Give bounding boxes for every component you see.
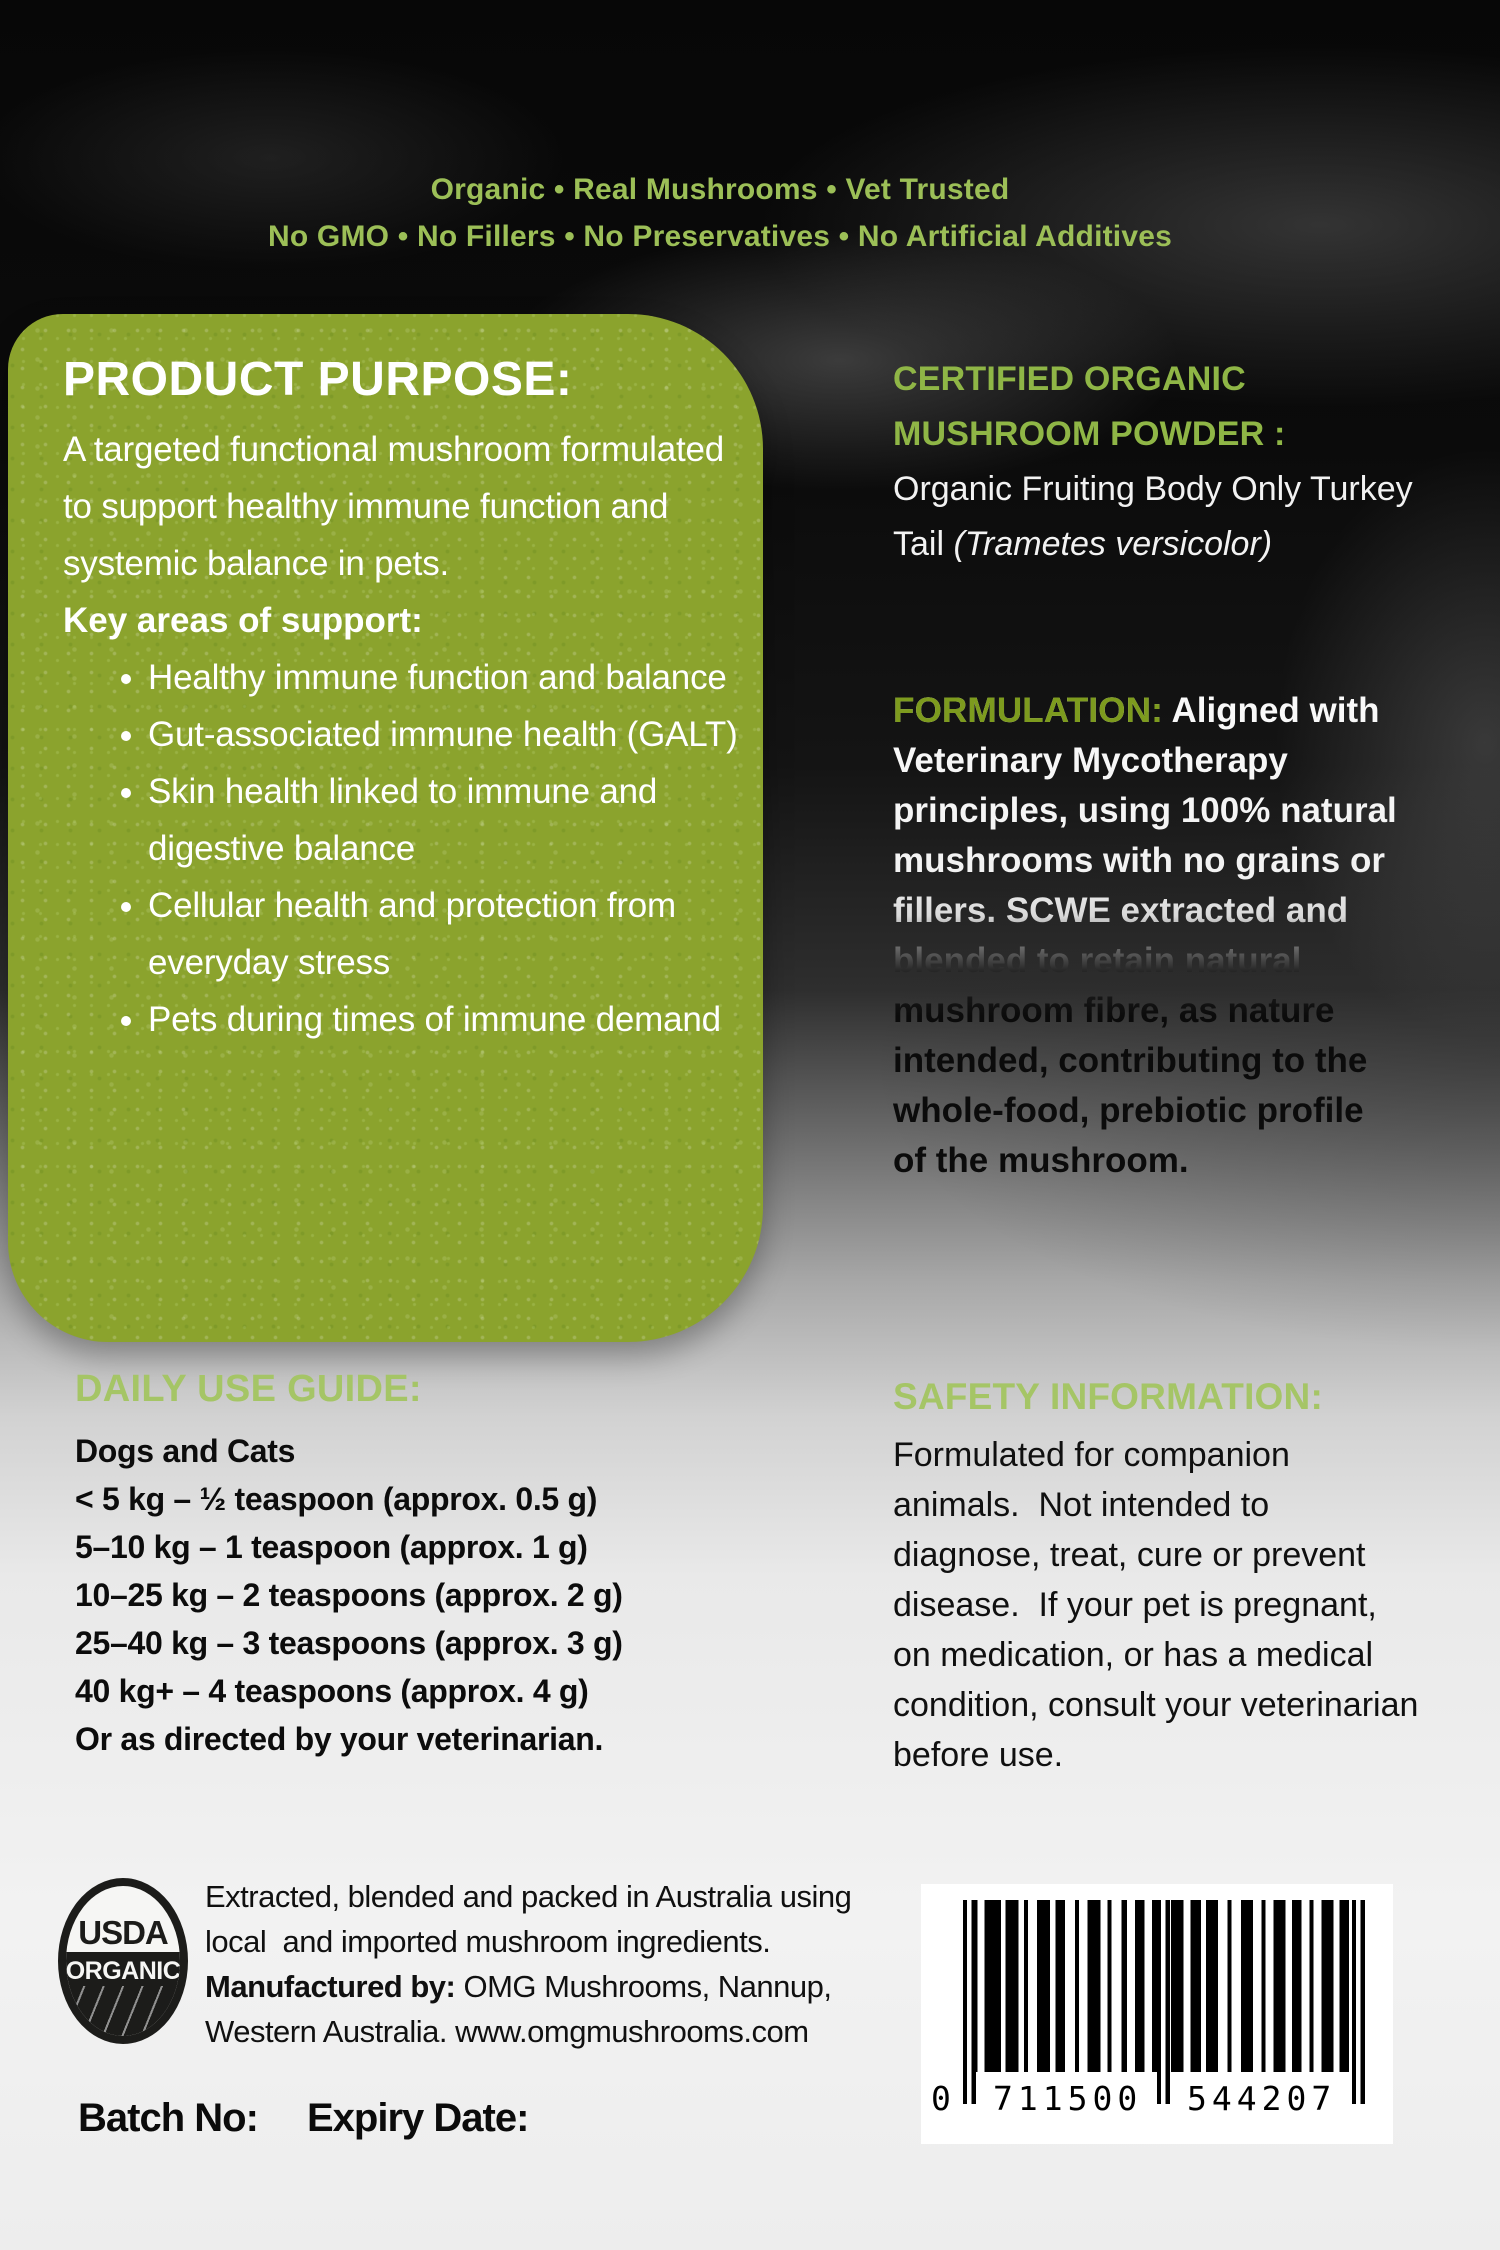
- key-area-item: • Skin health linked to immune and digestive balance: [148, 763, 753, 877]
- batch-no-label: Batch No:: [78, 2096, 258, 2140]
- tagline-line-2: No GMO • No Fillers • No Preservatives • No Artificial Additives: [268, 220, 1172, 253]
- key-area-item: • Gut-associated immune health (GALT): [148, 706, 753, 763]
- usda-seal-top-text: USDA: [78, 1914, 168, 1951]
- certified-organic-section: [893, 352, 1413, 572]
- daily-use-line: Dogs and Cats: [75, 1433, 296, 1469]
- usda-seal-bottom-text: ORGANIC: [66, 1952, 180, 2036]
- barcode-guard-left: [963, 1900, 976, 2104]
- barcode-lead-digit: 0: [931, 2079, 951, 2118]
- formulation-heading: FORMULATION:: [893, 691, 1164, 730]
- product-purpose-panel: [8, 314, 763, 1342]
- daily-use-line: 40 kg+ – 4 teaspoons (approx. 4 g): [75, 1673, 589, 1709]
- key-areas-label: Key areas of support:: [63, 601, 423, 641]
- daily-use-line: 25–40 kg – 3 teaspoons (approx. 3 g): [75, 1625, 623, 1661]
- tagline-line-1: Organic • Real Mushrooms • Vet Trusted: [430, 173, 1010, 206]
- daily-use-line: < 5 kg – ½ teaspoon (approx. 0.5 g): [75, 1481, 598, 1517]
- certified-body: [893, 470, 1413, 563]
- manufacture-info: [205, 1874, 905, 2054]
- key-area-item: • Healthy immune function and balance: [148, 649, 753, 706]
- certified-heading: CERTIFIED ORGANIC MUSHROOM POWDER :: [893, 360, 1286, 453]
- formulation-section: [893, 686, 1398, 1186]
- safety-heading: SAFETY INFORMATION:: [893, 1376, 1323, 1417]
- key-area-item: • Cellular health and protection from everyday stress: [148, 877, 753, 991]
- manufacture-line: local and imported mushroom ingredients.: [205, 1924, 771, 1959]
- key-areas-list: [63, 649, 753, 1048]
- daily-use-line: Or as directed by your veterinarian.: [75, 1721, 604, 1757]
- daily-use-heading: DAILY USE GUIDE:: [75, 1368, 422, 1410]
- barcode-digit-group: 711500: [993, 2079, 1143, 2118]
- barcode-guard-middle: [1157, 1900, 1170, 2104]
- product-purpose-intro: A targeted functional mushroom formulated to support healthy immune function and systemic balance in pets.: [63, 430, 725, 584]
- manufacture-line: Extracted, blended and packed in Australia using: [205, 1879, 852, 1914]
- daily-use-line: 10–25 kg – 2 teaspoons (approx. 2 g): [75, 1577, 623, 1613]
- safety-body: Formulated for companion animals. Not intended to diagnose, treat, cure or prevent disease. If your pet is pregnant, on medication, or has a medical condition, consult your veterinarian before use.: [893, 1436, 1428, 1774]
- daily-use-guide-section: [75, 1368, 623, 1763]
- usda-organic-seal: [58, 1878, 188, 2044]
- expiry-date-label: Expiry Date:: [307, 2096, 529, 2140]
- key-area-item: • Pets during times of immune demand: [148, 991, 753, 1048]
- manufactured-by-label: Manufactured by:: [205, 1969, 456, 2004]
- barcode-digit-group: 544207: [1187, 2079, 1337, 2118]
- brand-tagline: [0, 166, 1440, 260]
- manufacture-line: Western Australia. www.omgmushrooms.com: [205, 2014, 809, 2049]
- manufactured-by-value: OMG Mushrooms, Nannup,: [455, 1969, 832, 2004]
- product-purpose-heading: PRODUCT PURPOSE:: [63, 353, 573, 406]
- formulation-body: Aligned with Veterinary Mycotherapy principles, using 100% natural mushrooms with no grains or fillers. SCWE extracted and blended to retain natural mushroom fibre, as nature intended, contributing to the whole-food, prebiotic profile of the mushroom.: [893, 691, 1397, 1180]
- barcode-guard-right: [1352, 1900, 1365, 2104]
- certified-latin-name: (Trametes versicolor): [953, 525, 1273, 563]
- manufacture-line: [205, 1964, 905, 2009]
- safety-information-section: [893, 1372, 1428, 1780]
- upc-barcode: [921, 1884, 1393, 2144]
- certified-body-plain: Organic Fruiting Body Only Turkey Tail: [893, 470, 1413, 563]
- daily-use-line: 5–10 kg – 1 teaspoon (approx. 1 g): [75, 1529, 588, 1565]
